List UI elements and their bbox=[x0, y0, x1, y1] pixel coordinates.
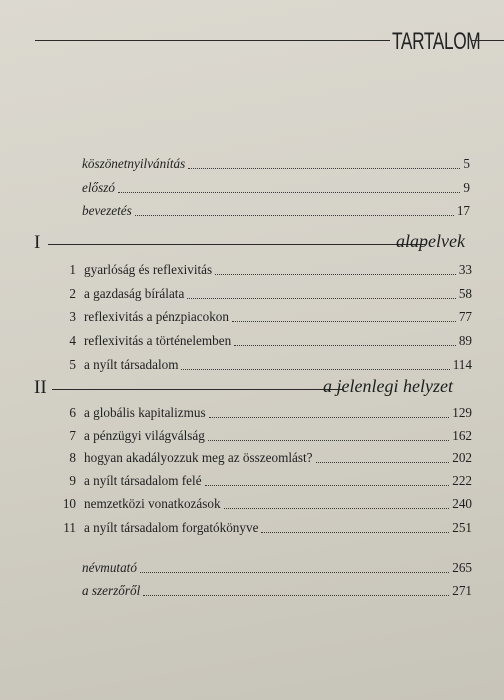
toc-entry-title: a gazdaság bírálata bbox=[84, 286, 185, 301]
toc-entry-page: 114 bbox=[452, 357, 472, 372]
header-rule bbox=[35, 40, 390, 41]
toc-entry-page: 271 bbox=[452, 583, 472, 598]
leader-dots bbox=[224, 508, 450, 509]
toc-entry-page: 240 bbox=[452, 496, 472, 511]
toc-entry-page: 58 bbox=[458, 286, 472, 301]
leader-dots bbox=[181, 369, 449, 370]
toc-entry-title: a pénzügyi világválság bbox=[84, 428, 205, 443]
toc-entry-title: a nyílt társadalom bbox=[84, 357, 179, 372]
toc-entry-chapter bbox=[58, 357, 472, 373]
toc-entry-title: köszönetnyilvánítás bbox=[82, 156, 186, 171]
chapter-number: 8 bbox=[69, 450, 76, 465]
toc-entry-title: reflexivitás a pénzpiacokon bbox=[84, 309, 229, 324]
toc-entry-page: 77 bbox=[458, 309, 472, 324]
toc-entry-chapter bbox=[58, 428, 472, 444]
leader-dots bbox=[118, 192, 460, 193]
toc-entry-chapter bbox=[58, 496, 472, 512]
toc-entry-page: 5 bbox=[463, 156, 470, 171]
toc-entry-chapter bbox=[58, 520, 472, 536]
toc-entry-title: a nyílt társadalom forgatókönyve bbox=[84, 520, 259, 535]
toc-entry-page: 89 bbox=[458, 333, 472, 348]
toc-entry-page: 129 bbox=[452, 405, 472, 420]
chapter-number: 11 bbox=[63, 520, 76, 535]
toc-entry-title: reflexivitás a történelemben bbox=[84, 333, 232, 348]
chapter-number: 4 bbox=[69, 333, 76, 348]
part-rule bbox=[48, 244, 425, 245]
part-numeral: II bbox=[34, 377, 47, 398]
toc-entry-title: névmutató bbox=[82, 560, 137, 575]
chapter-number: 6 bbox=[69, 405, 76, 420]
leader-dots bbox=[316, 462, 450, 463]
chapter-number: 5 bbox=[69, 357, 76, 372]
part-header bbox=[34, 377, 489, 399]
toc-entry-chapter bbox=[58, 405, 472, 421]
leader-dots bbox=[208, 440, 449, 441]
toc-entry-title: a szerzőről bbox=[82, 583, 141, 598]
toc-entry-back bbox=[82, 560, 472, 576]
toc-entry-title: előszó bbox=[82, 180, 115, 195]
leader-dots bbox=[143, 595, 449, 596]
part-header bbox=[34, 232, 489, 254]
chapter-number: 1 bbox=[69, 262, 76, 277]
toc-entry-title: gyarlóság és reflexivitás bbox=[84, 262, 213, 277]
part-numeral: I bbox=[34, 232, 41, 253]
toc-entry-page: 17 bbox=[456, 203, 470, 218]
page-title: TARTALOM bbox=[392, 28, 481, 55]
leader-dots bbox=[205, 485, 450, 486]
toc-entry-title: a nyílt társadalom felé bbox=[84, 473, 202, 488]
leader-dots bbox=[261, 532, 449, 533]
toc-entry-title: nemzetközi vonatkozások bbox=[84, 496, 221, 511]
leader-dots bbox=[187, 298, 456, 299]
leader-dots bbox=[209, 417, 450, 418]
part-rule bbox=[52, 389, 344, 390]
part-title: alapelvek bbox=[396, 231, 465, 251]
toc-entry-page: 265 bbox=[452, 560, 472, 575]
leader-dots bbox=[188, 168, 460, 169]
toc-entry-page: 251 bbox=[452, 520, 472, 535]
toc-entry-page: 33 bbox=[458, 262, 472, 277]
leader-dots bbox=[215, 274, 456, 275]
header-rule-tail bbox=[472, 40, 504, 41]
leader-dots bbox=[135, 215, 454, 216]
toc-entry-title: bevezetés bbox=[82, 203, 132, 218]
toc-entry-chapter bbox=[58, 333, 472, 349]
toc-entry-chapter bbox=[58, 450, 472, 466]
part-title: a jelenlegi helyzet bbox=[323, 376, 453, 396]
toc-entry-title: a globális kapitalizmus bbox=[84, 405, 206, 420]
toc-entry-page: 222 bbox=[452, 473, 472, 488]
toc-entry-chapter bbox=[58, 473, 472, 489]
toc-entry-back bbox=[82, 583, 472, 599]
toc-entry-front bbox=[82, 203, 470, 219]
toc-entry-front bbox=[82, 180, 470, 196]
toc-entry-page: 9 bbox=[463, 180, 470, 195]
chapter-number: 10 bbox=[62, 496, 76, 511]
leader-dots bbox=[232, 321, 456, 322]
toc-entry-front bbox=[82, 156, 470, 172]
chapter-number: 3 bbox=[69, 309, 76, 324]
leader-dots bbox=[140, 572, 449, 573]
toc-entry-title: hogyan akadályozzuk meg az összeomlást? bbox=[84, 450, 313, 465]
toc-entry-chapter bbox=[58, 309, 472, 325]
toc-entry-page: 162 bbox=[452, 428, 472, 443]
chapter-number: 9 bbox=[69, 473, 76, 488]
toc-entry-chapter bbox=[58, 262, 472, 278]
chapter-number: 7 bbox=[69, 428, 76, 443]
leader-dots bbox=[234, 345, 456, 346]
toc-entry-chapter bbox=[58, 286, 472, 302]
toc-entry-page: 202 bbox=[452, 450, 472, 465]
chapter-number: 2 bbox=[69, 286, 76, 301]
